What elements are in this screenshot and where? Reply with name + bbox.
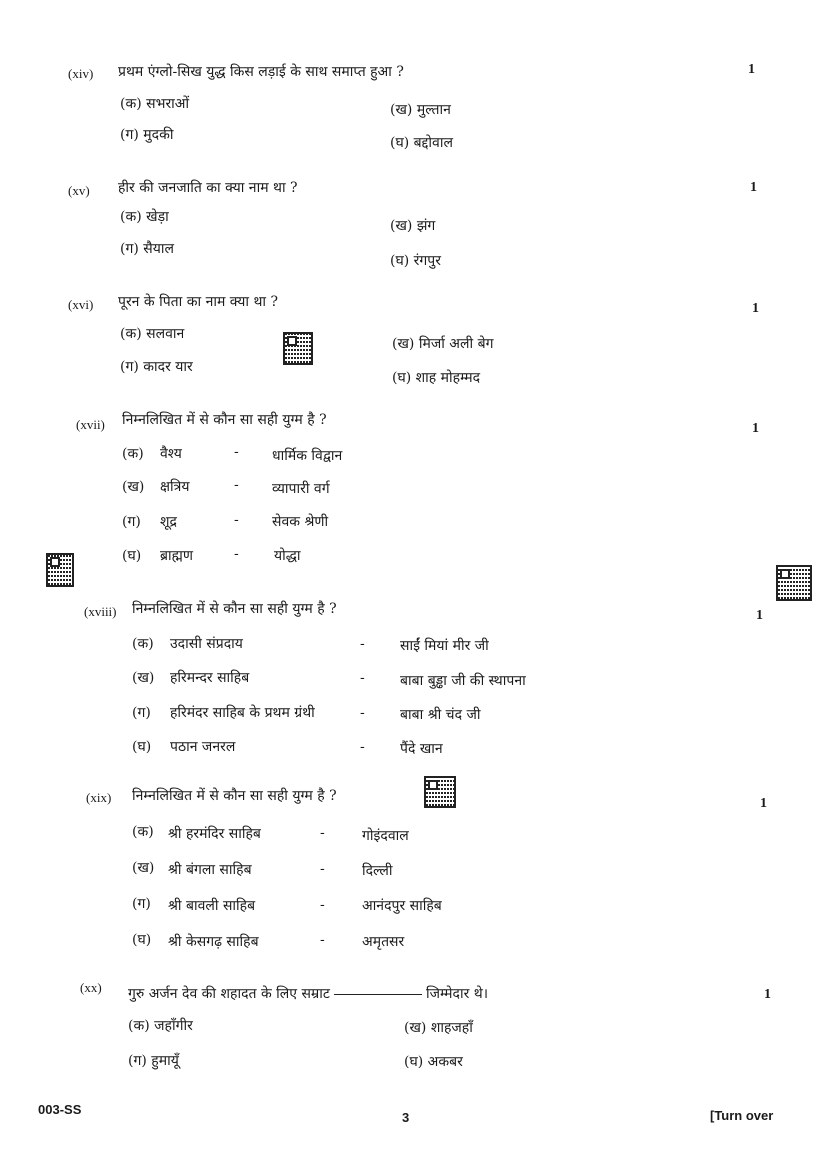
- pair-dash: -: [360, 705, 365, 721]
- option-c: (ग) कादर यार: [120, 359, 193, 375]
- pair-right: पैंदे खान: [400, 741, 443, 757]
- option-c: (ग) सैयाल: [120, 241, 174, 257]
- pair-label: (क): [132, 824, 154, 840]
- pair-left: हरिमन्दर साहिब: [170, 670, 250, 686]
- pair-left: क्षत्रिय: [160, 479, 190, 495]
- option-b: (ख) मिर्जा अली बेग: [392, 336, 494, 352]
- pair-dash: -: [360, 739, 365, 755]
- question-text: हीर की जनजाति का क्या नाम था ?: [118, 180, 298, 196]
- pair-left: ब्राह्मण: [160, 548, 193, 564]
- pair-label: (ग): [132, 896, 151, 912]
- pair-right: साईं मियां मीर जी: [400, 638, 489, 654]
- question-number: (xvi): [68, 297, 94, 312]
- question-text: गुरु अर्जन देव की शहादत के लिए सम्राट जिम्मेदार थे।: [128, 986, 489, 1002]
- pair-right: बाबा श्री चंद जी: [400, 707, 481, 723]
- option-b: (ख) झंग: [390, 218, 436, 234]
- pair-left: श्री हरमंदिर साहिब: [168, 826, 261, 842]
- pair-label: (घ): [132, 739, 152, 755]
- option-a: (क) सभराओं: [120, 96, 190, 112]
- pair-right: योद्धा: [274, 548, 301, 564]
- option-d: (घ) अकबर: [404, 1054, 463, 1070]
- option-b: (ख) शाहजहाँ: [404, 1020, 473, 1036]
- pair-right: गोइंदवाल: [362, 828, 409, 844]
- pair-left: श्री केसगढ़ साहिब: [168, 934, 259, 950]
- pair-dash: -: [234, 512, 239, 528]
- pair-left: श्री बंगला साहिब: [168, 862, 252, 878]
- question-number: (xv): [68, 183, 90, 198]
- pair-label: (ख): [122, 479, 145, 495]
- question-marks: 1: [750, 180, 757, 195]
- option-d: (घ) शाह मोहम्मद: [392, 370, 481, 386]
- pair-left: श्री बावली साहिब: [168, 898, 256, 914]
- pair-left: उदासी संप्रदाय: [170, 636, 243, 652]
- pair-label: (ख): [132, 670, 155, 686]
- pair-left: पठान जनरल: [170, 739, 236, 755]
- pair-left: हरिमंदर साहिब के प्रथम ग्रंथी: [170, 705, 315, 721]
- pair-right: व्यापारी वर्ग: [272, 481, 330, 497]
- pair-label: (क): [132, 636, 154, 652]
- page-number: 3: [402, 1110, 410, 1125]
- question-marks: 1: [752, 301, 759, 316]
- pair-left: शूद्र: [160, 514, 177, 530]
- question-text: निम्नलिखित में से कौन सा सही युग्म है ?: [122, 412, 327, 428]
- option-d: (घ) रंगपुर: [390, 253, 441, 269]
- pair-right: अमृतसर: [362, 934, 405, 950]
- qr-code-icon: [46, 553, 74, 587]
- pair-right: आनंदपुर साहिब: [362, 898, 442, 914]
- pair-label: (घ): [132, 932, 152, 948]
- pair-right: बाबा बुड्ढा जी की स्थापना: [400, 673, 526, 689]
- option-a: (क) सलवान: [120, 326, 185, 342]
- question-number: (xix): [86, 790, 112, 805]
- option-b: (ख) मुल्तान: [390, 102, 451, 118]
- pair-dash: -: [234, 444, 239, 460]
- pair-label: (घ): [122, 548, 142, 564]
- question-text: पूरन के पिता का नाम क्या था ?: [118, 294, 278, 310]
- answer-blank: [334, 994, 422, 995]
- question-number: (xvii): [76, 417, 105, 432]
- question-text: निम्नलिखित में से कौन सा सही युग्म है ?: [132, 601, 337, 617]
- pair-right: सेवक श्रेणी: [272, 514, 329, 530]
- pair-dash: -: [360, 636, 365, 652]
- pair-right: दिल्ली: [362, 863, 393, 879]
- pair-dash: -: [320, 861, 325, 877]
- turn-over-note: [Turn over: [710, 1108, 774, 1123]
- pair-label: (ख): [132, 860, 155, 876]
- pair-right: धार्मिक विद्वान: [272, 448, 343, 464]
- pair-dash: -: [234, 546, 239, 562]
- option-a: (क) खेड़ा: [120, 209, 169, 225]
- question-marks: 1: [748, 62, 755, 77]
- question-marks: 1: [764, 987, 771, 1002]
- option-d: (घ) बद्दोवाल: [390, 135, 453, 151]
- qr-code-icon: [424, 776, 456, 808]
- pair-dash: -: [320, 825, 325, 841]
- qr-code-icon: [776, 565, 812, 601]
- option-c: (ग) मुदकी: [120, 127, 174, 143]
- option-a: (क) जहाँगीर: [128, 1018, 193, 1034]
- question-text: प्रथम एंग्लो-सिख युद्ध किस लड़ाई के साथ समाप्त हुआ ?: [118, 64, 404, 80]
- pair-label: (ग): [122, 514, 141, 530]
- pair-label: (ग): [132, 705, 151, 721]
- question-number: (xx): [80, 980, 102, 995]
- question-marks: 1: [752, 421, 759, 436]
- pair-label: (क): [122, 446, 144, 462]
- qr-code-icon: [283, 332, 313, 365]
- pair-dash: -: [360, 670, 365, 686]
- pair-dash: -: [320, 897, 325, 913]
- question-marks: 1: [756, 608, 763, 623]
- pair-dash: -: [234, 477, 239, 493]
- question-number: (xiv): [68, 66, 94, 81]
- option-c: (ग) हुमायूँ: [128, 1053, 179, 1069]
- pair-dash: -: [320, 932, 325, 948]
- question-text: निम्नलिखित में से कौन सा सही युग्म है ?: [132, 788, 337, 804]
- paper-code: 003-SS: [38, 1102, 82, 1117]
- question-marks: 1: [760, 796, 767, 811]
- pair-left: वैश्य: [160, 446, 182, 462]
- question-number: (xviii): [84, 604, 117, 619]
